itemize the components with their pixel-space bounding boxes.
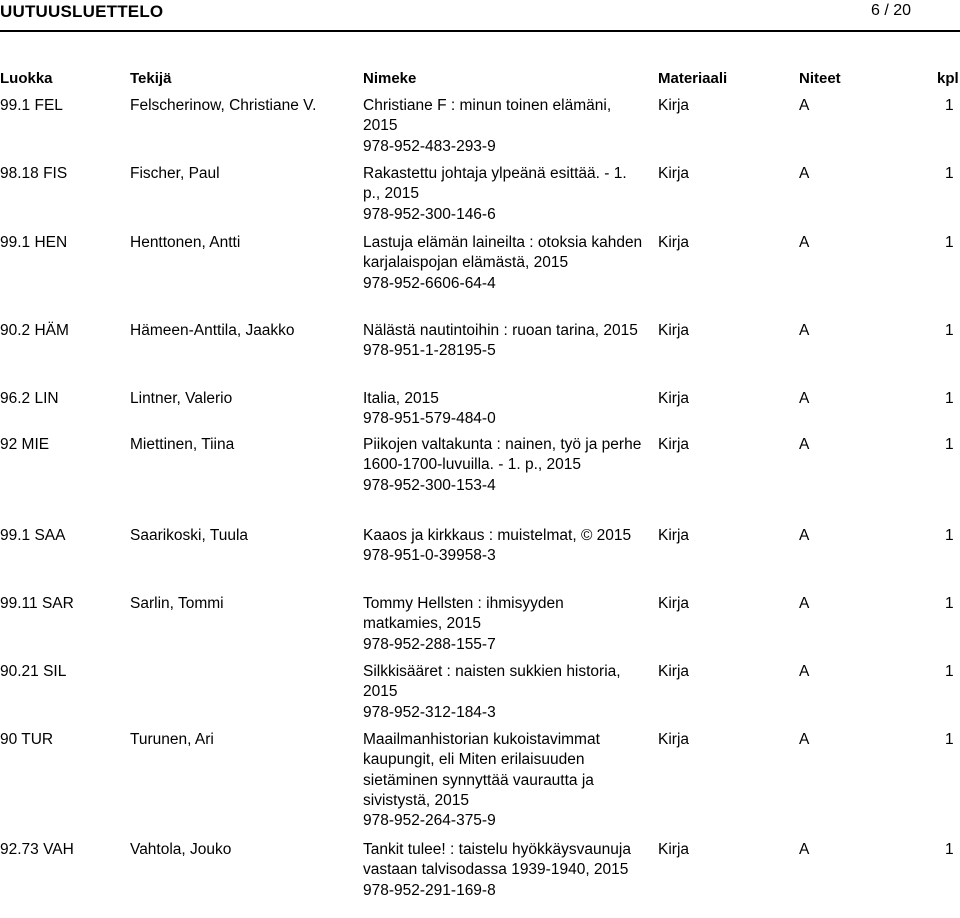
cell-tekija: Vahtola, Jouko bbox=[130, 841, 232, 858]
title-text: Piikojen valtakunta : nainen, työ ja perhe 1600-1700-luvuilla. - 1. p., 2015 bbox=[363, 436, 642, 474]
title-text: Silkkisääret : naisten sukkien historia, 2015 bbox=[363, 663, 621, 701]
cell-nimeke bbox=[363, 840, 643, 901]
cell-nimeke bbox=[363, 730, 643, 831]
page-number: 6 / 20 bbox=[871, 2, 912, 19]
isbn: 978-952-291-169-8 bbox=[363, 881, 496, 899]
cell-nimeke bbox=[363, 435, 643, 496]
title-text: Tankit tulee! : taistelu hyökkäysvaunuja vastaan talvisodassa 1939-1940, 2015 bbox=[363, 841, 631, 879]
isbn: 978-952-483-293-9 bbox=[363, 137, 496, 155]
cell-kpl: 1 bbox=[945, 390, 954, 407]
cell-nimeke bbox=[363, 526, 643, 567]
cell-tekija: Lintner, Valerio bbox=[130, 390, 233, 407]
cell-kpl: 1 bbox=[945, 97, 954, 114]
cell-materiaali: Kirja bbox=[658, 595, 690, 612]
isbn: 978-952-300-153-4 bbox=[363, 476, 496, 494]
cell-materiaali: Kirja bbox=[658, 322, 690, 339]
cell-luokka: 92.73 VAH bbox=[0, 841, 74, 858]
cell-tekija: Turunen, Ari bbox=[130, 731, 214, 748]
cell-nimeke bbox=[363, 321, 643, 362]
title-text: Christiane F : minun toinen elämäni, 2015 bbox=[363, 97, 612, 135]
cell-luokka: 99.11 SAR bbox=[0, 595, 74, 612]
cell-nimeke bbox=[363, 594, 643, 655]
cell-tekija: Hämeen-Anttila, Jaakko bbox=[130, 322, 295, 339]
cell-luokka: 99.1 HEN bbox=[0, 234, 68, 251]
cell-niteet: A bbox=[799, 595, 810, 612]
cell-luokka: 90 TUR bbox=[0, 731, 54, 748]
cell-kpl: 1 bbox=[945, 234, 954, 251]
isbn: 978-952-300-146-6 bbox=[363, 205, 496, 223]
cell-luokka: 96.2 LIN bbox=[0, 390, 59, 407]
cell-niteet: A bbox=[799, 731, 810, 748]
cell-niteet: A bbox=[799, 663, 810, 680]
cell-niteet: A bbox=[799, 841, 810, 858]
cell-tekija: Henttonen, Antti bbox=[130, 234, 241, 251]
cell-kpl: 1 bbox=[945, 595, 954, 612]
isbn: 978-952-6606-64-4 bbox=[363, 274, 496, 292]
column-header-luokka: Luokka bbox=[0, 70, 53, 87]
cell-nimeke bbox=[363, 233, 643, 294]
cell-materiaali: Kirja bbox=[658, 527, 690, 544]
cell-materiaali: Kirja bbox=[658, 390, 690, 407]
title-text: Maailmanhistorian kukoistavimmat kaupungit, eli Miten erilaisuuden sietäminen synnyttää vaurautta ja sivistystä, 2015 bbox=[363, 731, 600, 809]
cell-niteet: A bbox=[799, 390, 810, 407]
cell-niteet: A bbox=[799, 97, 810, 114]
column-header-materiaali: Materiaali bbox=[658, 70, 728, 87]
title-bar bbox=[0, 0, 960, 24]
cell-materiaali: Kirja bbox=[658, 97, 690, 114]
cell-materiaali: Kirja bbox=[658, 663, 690, 680]
isbn: 978-952-264-375-9 bbox=[363, 812, 496, 830]
cell-luokka: 98.18 FIS bbox=[0, 165, 68, 182]
cell-nimeke bbox=[363, 96, 643, 157]
cell-luokka: 90.21 SIL bbox=[0, 663, 67, 680]
cell-tekija: Sarlin, Tommi bbox=[130, 595, 224, 612]
cell-niteet: A bbox=[799, 234, 810, 251]
isbn: 978-952-312-184-3 bbox=[363, 703, 496, 721]
cell-kpl: 1 bbox=[945, 841, 954, 858]
cell-tekija: Fischer, Paul bbox=[130, 165, 220, 182]
column-header-niteet: Niteet bbox=[799, 70, 841, 87]
cell-luokka: 90.2 HÄM bbox=[0, 322, 69, 339]
cell-nimeke bbox=[363, 164, 643, 225]
cell-tekija: Felscherinow, Christiane V. bbox=[130, 97, 317, 114]
cell-kpl: 1 bbox=[945, 527, 954, 544]
cell-luokka: 99.1 FEL bbox=[0, 97, 63, 114]
cell-luokka: 92 MIE bbox=[0, 436, 50, 453]
cell-kpl: 1 bbox=[945, 731, 954, 748]
title-text: Italia, 2015 bbox=[363, 390, 439, 407]
cell-materiaali: Kirja bbox=[658, 234, 690, 251]
cell-luokka: 99.1 SAA bbox=[0, 527, 66, 544]
title-text: Nälästä nautintoihin : ruoan tarina, 2015 bbox=[363, 322, 638, 339]
column-header-kpl: kpl bbox=[937, 70, 959, 87]
cell-niteet: A bbox=[799, 322, 810, 339]
cell-materiaali: Kirja bbox=[658, 165, 690, 182]
cell-kpl: 1 bbox=[945, 663, 954, 680]
isbn: 978-951-1-28195-5 bbox=[363, 342, 496, 360]
column-header-tekija: Tekijä bbox=[130, 70, 172, 87]
title-text: Lastuja elämän laineilta : otoksia kahden karjalaispojan elämästä, 2015 bbox=[363, 234, 643, 272]
cell-materiaali: Kirja bbox=[658, 731, 690, 748]
cell-niteet: A bbox=[799, 436, 810, 453]
title-text: Rakastettu johtaja ylpeänä esittää. - 1. p., 2015 bbox=[363, 165, 627, 203]
cell-kpl: 1 bbox=[945, 436, 954, 453]
cell-kpl: 1 bbox=[945, 322, 954, 339]
cell-niteet: A bbox=[799, 527, 810, 544]
header-rule bbox=[0, 30, 960, 32]
cell-materiaali: Kirja bbox=[658, 436, 690, 453]
cell-nimeke bbox=[363, 662, 643, 723]
isbn: 978-951-579-484-0 bbox=[363, 410, 496, 428]
isbn: 978-952-288-155-7 bbox=[363, 635, 496, 653]
cell-niteet: A bbox=[799, 165, 810, 182]
column-header-nimeke: Nimeke bbox=[363, 70, 417, 87]
cell-materiaali: Kirja bbox=[658, 841, 690, 858]
document-title: UUTUUSLUETTELO bbox=[0, 2, 164, 21]
cell-kpl: 1 bbox=[945, 165, 954, 182]
cell-tekija: Saarikoski, Tuula bbox=[130, 527, 249, 544]
isbn: 978-951-0-39958-3 bbox=[363, 547, 496, 565]
cell-nimeke bbox=[363, 389, 643, 430]
title-text: Tommy Hellsten : ihmisyyden matkamies, 2015 bbox=[363, 595, 564, 633]
cell-tekija: Miettinen, Tiina bbox=[130, 436, 235, 453]
title-text: Kaaos ja kirkkaus : muistelmat, © 2015 bbox=[363, 527, 632, 544]
